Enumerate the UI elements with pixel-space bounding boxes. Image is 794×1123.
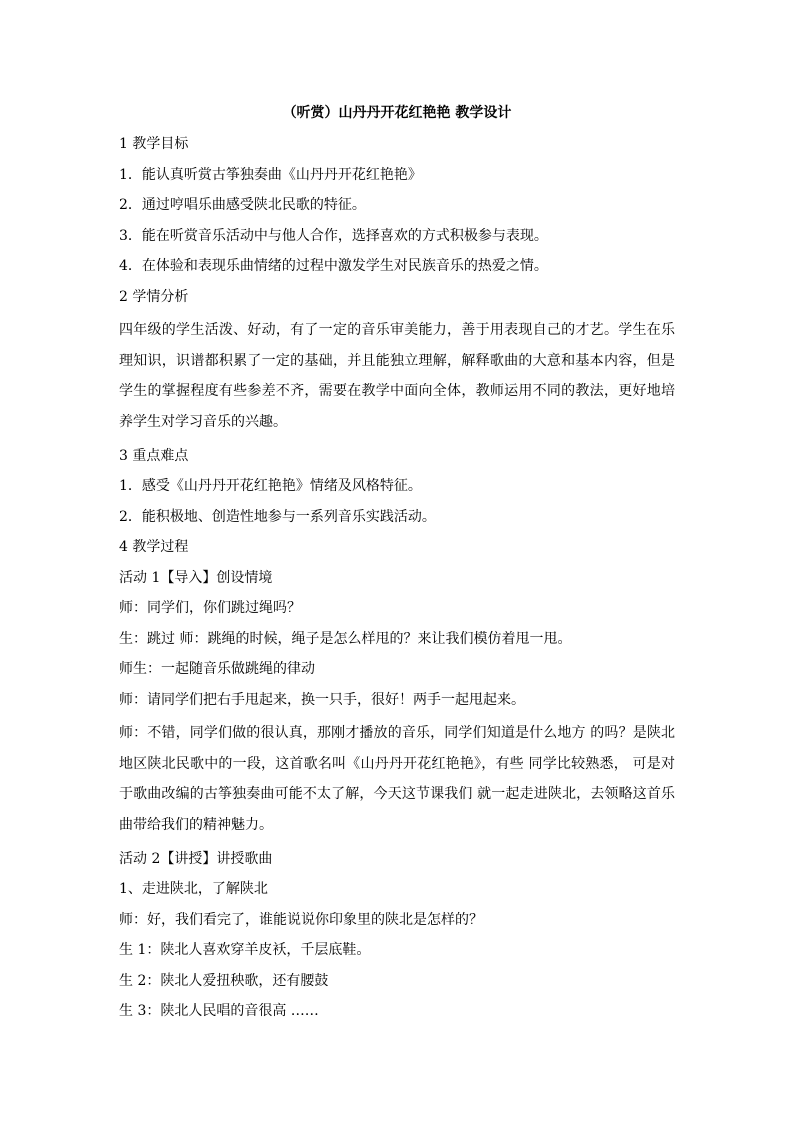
section-heading-process: 4 教学过程	[119, 539, 189, 555]
document-body	[119, 132, 675, 1030]
dialog-line: 师生：一起随音乐做跳绳的律动	[119, 661, 315, 677]
activity-1-heading: 活动 1【导入】创设情境	[119, 569, 273, 586]
dialog-line: 生：跳过 师：跳绳的时候，绳子是怎么样甩的？来让我们模仿着甩一甩。	[119, 630, 572, 647]
section-heading-analysis: 2 学情分析	[119, 288, 189, 305]
subheading-shaanbei: 1、走进陕北，了解陕北	[119, 881, 268, 897]
goal-item-1: 1．能认真听赏古筝独奏曲《山丹丹开花红艳艳》	[119, 166, 422, 183]
section-heading-goals: 1 教学目标	[119, 136, 189, 152]
dialog-line: 生 2：陕北人爱扭秧歌，还有腰鼓	[119, 972, 329, 989]
goal-item-4: 4．在体验和表现乐曲情绪的过程中激发学生对民族音乐的热爱之情。	[119, 258, 548, 274]
key-point-2: 2．能积极地、创造性地参与一系列音乐实践活动。	[119, 508, 436, 525]
document-title: （听赏）山丹丹开花红艳艳 教学设计	[282, 105, 512, 121]
analysis-paragraph: 四年级的学生活泼、好动，有了一定的音乐审美能力，善于用表现自己的才艺。学生在乐理知识，识谱都积累了一定的基础，并且能独立理解，解释歌曲的大意和基本内容，但是学生的掌握程度有些参差不齐，需要在教学中面向全体，教师运用不同的教法，更好地培养学生对学习音乐的兴趣。	[119, 322, 675, 430]
goal-item-2: 2．通过哼唱乐曲感受陕北民歌的特征。	[119, 197, 366, 213]
dialog-paragraph: 师：不错，同学们做的很认真，那刚才播放的音乐，同学们知道是什么地方 的吗？是陕北地区陕北民歌中的一段，这首歌名叫《山丹丹开花红艳艳》，有些 同学比较熟悉， 可是对于歌曲改编的古筝独奏曲可能不太了解，今天这节课我们 就一起走进陕北，去领略这首乐曲带给我们的精神魅力。	[119, 725, 675, 833]
activity-2-heading: 活动 2【讲授】讲授歌曲	[119, 850, 273, 867]
dialog-line: 生 1：陕北人喜欢穿羊皮袄，千层底鞋。	[119, 942, 371, 958]
dialog-line: 师：同学们，你们跳过绳吗？	[119, 600, 301, 616]
section-heading-key-points: 3 重点难点	[119, 447, 189, 464]
key-point-1: 1．感受《山丹丹开花红艳艳》情绪及风格特征。	[119, 478, 422, 494]
dialog-line: 师：好，我们看完了，谁能说说你印象里的陕北是怎样的？	[119, 911, 483, 928]
goal-item-3: 3．能在听赏音乐活动中与他人合作，选择喜欢的方式积极参与表现。	[119, 227, 548, 244]
dialog-line: 生 3：陕北人民唱的音很高 ……	[119, 1003, 319, 1019]
dialog-line: 师：请同学们把右手甩起来，换一只手，很好！两手一起甩起来。	[119, 691, 525, 708]
